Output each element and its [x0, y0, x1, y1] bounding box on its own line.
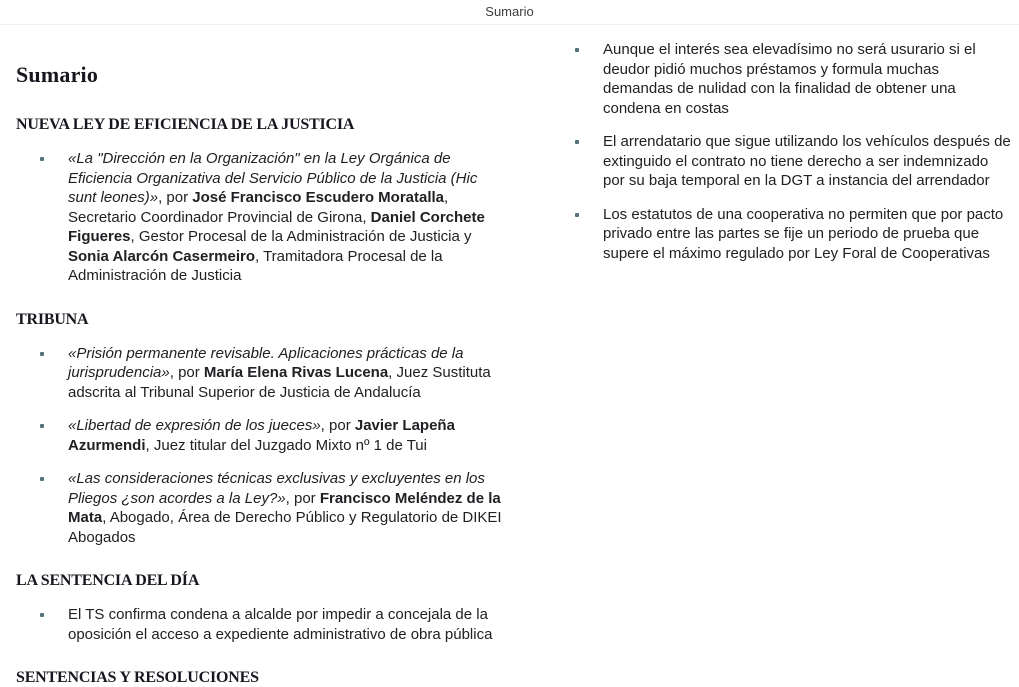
bullet-text: [68, 416, 502, 455]
bullet-text: [68, 469, 502, 547]
text-segment: , por: [320, 417, 355, 434]
text-segment: , Juez Sustituta adscrita al Tribunal Superior de Justicia de Andalucía: [68, 364, 491, 401]
text-segment: Francisco Meléndez de la Mata: [68, 489, 501, 526]
list-item: [551, 132, 1011, 191]
text-segment: Sonia Alarcón Casermeiro: [68, 247, 256, 265]
right-column-items: [551, 40, 1011, 263]
section-heading: LA SENTENCIA DEL DÍA: [16, 572, 200, 589]
list-item: [16, 149, 536, 286]
text-segment: Daniel Corchete Figueres: [68, 208, 485, 245]
list-item: [16, 605, 536, 644]
bullet-text: [603, 40, 1011, 118]
text-segment: Javier Lapeña Azurmendi: [68, 417, 455, 454]
list-item: [16, 469, 536, 547]
text-segment: José Francisco Escudero Moratalla: [192, 189, 445, 206]
right-column: [551, 25, 1011, 263]
text-segment: , por: [169, 364, 204, 381]
text-segment: Aunque el interés sea elevadísimo no será usurario si el deudor pidió muchos préstamos y formula muchas demandas de nulidad con la finalidad de obtener una condena en costas: [603, 41, 976, 117]
text-segment: «Las consideraciones técnicas exclusivas y excluyentes en los Pliegos ¿son acordes a la Ley?»: [68, 470, 485, 507]
bullet-dot-icon: [40, 424, 44, 428]
list-item: [16, 344, 536, 403]
text-segment: El TS confirma condena a alcalde por impedir a concejala de la oposición el acceso a expediente administrativo de obra pública: [68, 606, 493, 643]
text-segment: «La "Dirección en la Organización" en la Ley Orgánica de Eficiencia Organizativa del Servicio Público de la Justicia (Hic sunt leones)»: [68, 150, 478, 206]
text-segment: El arrendatario que sigue utilizando los vehículos después de extinguido el contrato no tiene derecho a ser indemnizado por su baja temporal en la DGT a instancia del arrendador: [603, 133, 1011, 189]
bullet-list: [16, 149, 536, 286]
text-segment: «Prisión permanente revisable. Aplicaciones prácticas de la jurisprudencia»: [68, 344, 464, 381]
section-heading: SENTENCIAS Y RESOLUCIONES: [16, 669, 259, 686]
bullet-dot-icon: [40, 477, 44, 481]
text-segment: , Juez titular del Juzgado Mixto nº 1 de Tui: [145, 436, 427, 454]
text-segment: , por: [285, 489, 320, 507]
text-segment: , Secretario Coordinador Provincial de Girona,: [68, 189, 449, 226]
bullet-dot-icon: [40, 157, 44, 161]
text-segment: , Gestor Procesal de la Administración de Justicia y: [130, 228, 472, 245]
bullet-text: [603, 205, 1011, 264]
left-column-sections: [16, 115, 536, 687]
bullet-list: [16, 344, 536, 548]
text-segment: Los estatutos de una cooperativa no permiten que por pacto privado entre las partes se fije un periodo de prueba que supere el máximo regulado por Ley Foral de Cooperativas: [603, 205, 1004, 262]
top-bar: [0, 0, 1019, 25]
list-item: [551, 205, 1011, 264]
bullet-text: [603, 132, 1011, 191]
bullet-dot-icon: [40, 613, 44, 617]
bullet-text: [68, 344, 502, 403]
bullet-text: [68, 605, 502, 644]
list-item: [551, 40, 1011, 118]
list-item: [16, 416, 536, 455]
topbar-title: Sumario: [485, 4, 534, 19]
text-segment: , por: [158, 189, 193, 206]
section-heading: NUEVA LEY DE EFICIENCIA DE LA JUSTICIA: [16, 116, 355, 133]
bullet-dot-icon: [40, 352, 44, 356]
bullet-list: [16, 605, 536, 644]
bullet-dot-icon: [575, 213, 579, 217]
bullet-dot-icon: [575, 48, 579, 52]
text-segment: , Tramitadora Procesal de la Administración de Justicia: [68, 247, 443, 284]
bullet-text: [68, 149, 502, 286]
text-segment: «Libertad de expresión de los jueces»: [68, 417, 321, 434]
bullet-dot-icon: [575, 140, 579, 144]
page-title: Sumario: [16, 62, 99, 87]
section-heading: TRIBUNA: [16, 310, 89, 328]
text-segment: María Elena Rivas Lucena: [203, 364, 389, 381]
text-segment: , Abogado, Área de Derecho Público y Regulatorio de DIKEI Abogados: [68, 509, 502, 546]
bullet-list: [551, 40, 1011, 263]
left-column: [16, 25, 536, 687]
